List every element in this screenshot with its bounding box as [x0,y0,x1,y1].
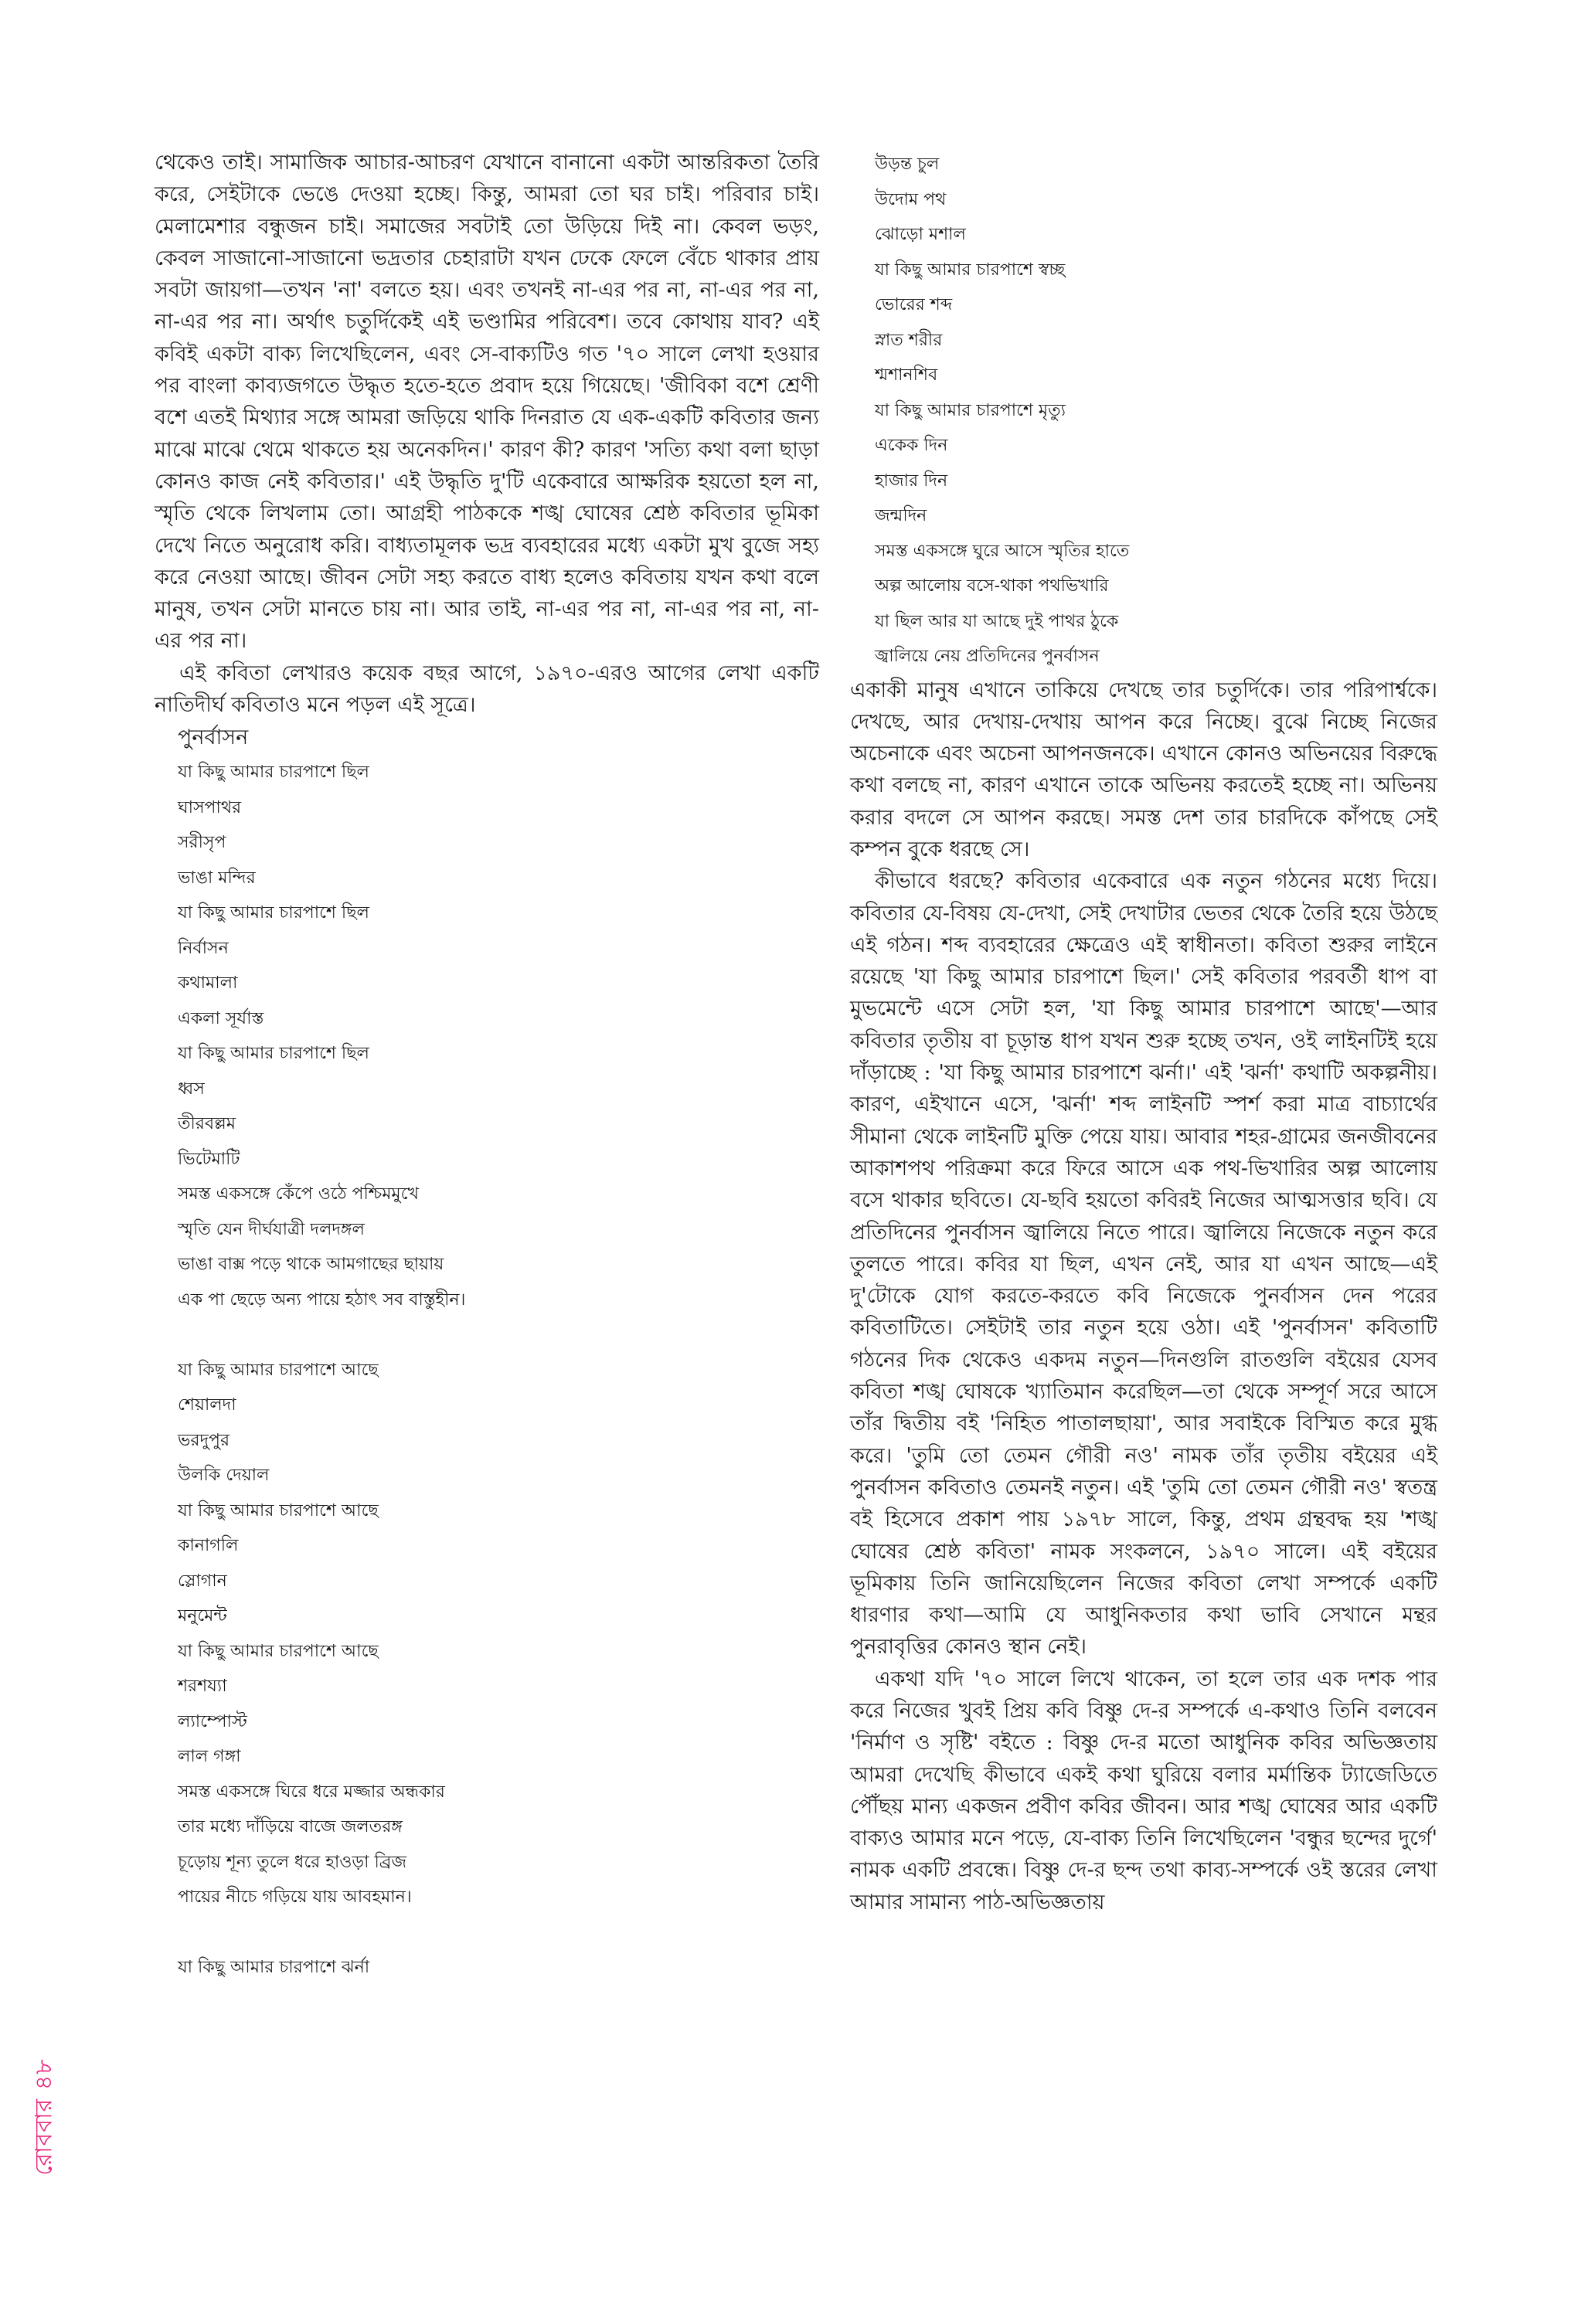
poem-line: লাল গঙ্গা [178,1747,241,1767]
poem-line: তার মধ্যে দাঁড়িয়ে বাজে জলতরঙ্গ [178,1817,403,1837]
poem-line: যা কিছু আমার চারপাশে মৃত্যু [875,400,1066,420]
poem-line: যা কিছু আমার চারপাশে ঝর্না [178,1958,370,1978]
poem-line: চূড়োয় শূন্য তুলে ধরে হাওড়া ব্রিজ [178,1852,407,1872]
poem-line: জ্বালিয়ে নেয় প্রতিদিনের পুনর্বাসন [875,647,1100,666]
poem-title: পুনর্বাসন [178,725,249,750]
poem-line: উড়ন্ত চুল [875,155,940,174]
poem-line: সমস্ত একসঙ্গে কেঁপে ওঠে পশ্চিমমুখে [178,1184,419,1204]
poem-line: হাজার দিন [875,471,948,491]
poem-line: যা কিছু আমার চারপাশে আছে [178,1360,379,1380]
poem-line: ভরদুপুর [178,1430,230,1450]
poem-line: উদোম পথ [875,189,947,209]
poem-line: পায়ের নীচে গড়িয়ে যায় আবহমান। [178,1887,412,1908]
poem-line: যা কিছু আমার চারপাশে আছে [178,1500,379,1520]
poem-line: সরীসৃপ [178,833,226,853]
folio-label: রোববার ৪৮ [30,2058,58,2176]
poem-punarbasan-continued [850,147,1437,674]
poem-line: ভোরের শব্দ [875,295,953,314]
poem-line: ঝোড়ো মশাল [875,225,966,244]
poem-line: স্নাত শরীর [875,330,943,350]
poem-line: একলা সূর্যাস্ত [178,1008,264,1028]
poem-line: উলকি দেয়াল [178,1466,270,1486]
poem-punarbasan [155,721,819,1986]
poem-line: যা কিছু আমার চারপাশে ছিল [178,763,369,783]
poem-line: শরশয্যা [178,1677,227,1697]
right-paragraph-1: একাকী মানুষ এখানে তাকিয়ে দেখছে তার চতুর্দিকে। তার পরিপার্শ্বকে। দেখছে, আর দেখায়-দেখায় আপন করে নিচ্ছে। বুঝে নিচ্ছে নিজের অচেনাকে এবং অচেনা আপনজনকে। এখানে কোনও অভিনয়ের বিরুদ্ধে কথা বলছে না, কারণ এখানে তাকে অভিনয় করতেই হচ্ছে না। অভিনয় করার বদলে সে আপন করছে। সমস্ত দেশ তার চারদিকে কাঁপছে সেই কম্পন বুকে ধরছে সে। [850,678,1437,861]
poem-line: ধ্বস [178,1079,205,1099]
poem-line: একেক দিন [875,436,948,455]
page-footer [29,1962,60,2271]
poem-line: যা কিছু আমার চারপাশে আছে [178,1641,379,1661]
poem-line: যা ছিল আর যা আছে দুই পাথর ঠুকে [875,611,1119,631]
poem-line: শেয়ালদা [178,1395,236,1415]
poem-line: ভিটেমাটি [178,1149,240,1169]
right-paragraph-3: একথা যদি '৭০ সালে লিখে থাকেন, তা হলে তার এক দশক পার করে নিজের খুবই প্রিয় কবি বিষ্ণু দে-র সম্পর্কে এ-কথাও তিনি বলবেন 'নির্মাণ ও সৃষ্টি' বইতে : বিষ্ণু দে-র মতো আধুনিক কবির অভিজ্ঞতায় আমরা দেখেছি কীভাবে একই কথা ঘুরিয়ে বলার মর্মান্তিক ট্যাজেডিতে পৌঁছয় মান্য একজন প্রবীণ কবির জীবন। আর শঙ্খ ঘোষের আর একটি বাক্যও আমার মনে পড়ে, যে-বাক্য তিনি লিখেছিলেন 'বন্ধুর ছন্দের দুর্গে' নামক একটি প্রবন্ধে। বিষ্ণু দে-র ছন্দ তথা কাব্য-সম্পর্কে ওই স্তরের লেখা আমার সামান্য পাঠ-অভিজ্ঞতায় [850,1667,1437,1915]
poem-line: ভাঙা বাক্স পড়ে থাকে আমগাছের ছায়ায় [178,1255,444,1275]
poem-line: যা কিছু আমার চারপাশে ছিল [178,1044,369,1064]
poem-line: মনুমেন্ট [178,1606,227,1626]
poem-line: যা কিছু আমার চারপাশে স্বচ্ছ [875,260,1066,280]
poem-line: ভাঙা মন্দির [178,868,256,888]
poem-line: তীরবল্লম [178,1114,236,1134]
left-paragraph-2: এই কবিতা লেখারও কয়েক বছর আগে, ১৯৭০-এরও আগের লেখা একটি নাতিদীর্ঘ কবিতাও মনে পড়ল এই সূত্রে। [155,661,819,718]
stanza-break [178,1317,819,1353]
poem-line: স্মৃতি যেন দীর্ঘযাত্রী দলদঙ্গল [178,1219,365,1239]
poem-line: স্লোগান [178,1571,227,1591]
poem-line: কথামালা [178,973,238,994]
poem-line: ঘাসপাথর [178,797,242,817]
poem-line: কানাগলি [178,1536,239,1556]
poem-line: অল্প আলোয় বসে-থাকা পথভিখারি [875,576,1109,596]
poem-line: সমস্ত একসঙ্গে ঘিরে ধরে মজ্জার অন্ধকার [178,1782,445,1802]
poem-line: যা কিছু আমার চারপাশে ছিল [178,903,369,923]
right-paragraph-2: কীভাবে ধরছে? কবিতার একেবারে এক নতুন গঠনের মধ্যে দিয়ে। কবিতার যে-বিষয় যে-দেখা, সেই দেখাটার ভেতর থেকে তৈরি হয়ে উঠছে এই গঠন। শব্দ ব্যবহারের ক্ষেত্রেও এই স্বাধীনতা। কবিতা শুরুর লাইনে রয়েছে 'যা কিছু আমার চারপাশে ছিল।' সেই কবিতার পরবর্তী ধাপ বা মুভমেন্টে এসে সেটা হল, 'যা কিছু আমার চারপাশে আছে'—আর কবিতার তৃতীয় বা চূড়ান্ত ধাপ যখন শুরু হচ্ছে তখন, ওই লাইনটিই হয়ে দাঁড়াচ্ছে : 'যা কিছু আমার চারপাশে ঝর্না।' এই 'ঝর্না' কথাটি অকল্পনীয়। কারণ, এইখানে এসে, 'ঝর্না' শব্দ লাইনটি স্পর্শ করা মাত্র বাচ্যার্থের সীমানা থেকে লাইনটি মুক্তি পেয়ে যায়। আবার শহর-গ্রামের জনজীবনের আকাশপথ পরিক্রমা করে ফিরে আসে এক পথ-ভিখারির অল্প আলোয় বসে থাকার ছবিতে। যে-ছবি হয়তো কবিরই নিজের আত্মসত্তার ছবি। যে প্রতিদিনের পুনর্বাসন জ্বালিয়ে নিতে পারে। জ্বালিয়ে নিজেকে নতুন করে তুলতে পারে। কবির যা ছিল, এখন নেই, আর যা এখন আছে—এই দু'টোকে যোগ করতে-করতে কবি নিজেকে পুনর্বাসন দেন পরের কবিতাটিতে। সেইটাই তার নতুন হয়ে ওঠা। এই 'পুনর্বাসন' কবিতাটি গঠনের দিক থেকেও একদম নতুন—দিনগুলি রাতগুলি বইয়ের যেসব কবিতা শঙ্খ ঘোষকে খ্যাতিমান করেছিল—তা থেকে সম্পূর্ণ সরে আসে তাঁর দ্বিতীয় বই 'নিহিত পাতালছায়া', আর সবাইকে বিস্মিত করে মুগ্ধ করে। 'তুমি তো তেমন গৌরী নও' নামক তাঁর তৃতীয় বইয়ের এই পুনর্বাসন কবিতাও তেমনই নতুন। এই 'তুমি তো তেমন গৌরী নও' স্বতন্ত্র বই হিসেবে প্রকাশ পায় ১৯৭৮ সালে, কিন্তু, প্রথম গ্রন্থবদ্ধ হয় 'শঙ্খ ঘোষের শ্রেষ্ঠ কবিতা' নামক সংকলনে, ১৯৭০ সালে। এই বইয়ের ভূমিকায় তিনি জানিয়েছিলেন নিজের কবিতা লেখা সম্পর্কে একটি ধারণার কথা—আমি যে আধুনিকতার কথা ভাবি সেখানে মন্থর পুনরাবৃত্তির কোনও স্থান নেই। [850,869,1437,1660]
poem-line: এক পা ছেড়ে অন্য পায়ে হঠাৎ সব বাস্তুহীন। [178,1289,466,1310]
poem-line: শ্মশানশিব [875,365,938,385]
left-column [155,147,819,1986]
left-paragraph-1: থেকেও তাই। সামাজিক আচার-আচরণ যেখানে বানানো একটা আন্তরিকতা তৈরি করে, সেইটাকে ভেঙে দেওয়া হচ্ছে। কিন্তু, আমরা তো ঘর চাই। পরিবার চাই। মেলামেশার বন্ধুজন চাই। সমাজের সবটাই তো উড়িয়ে দিই না। কেবল ভড়ং, কেবল সাজানো-সাজানো ভদ্রতার চেহারাটা যখন ঢেকে ফেলে বেঁচে থাকার প্রায় সবটা জায়গা—তখন 'না' বলতে হয়। এবং তখনই না-এর পর না, না-এর পর না, না-এর পর না। অর্থাৎ চতুর্দিকেই এই ভণ্ডামির পরিবেশ। তবে কোথায় যাব? এই কবিই একটা বাক্য লিখেছিলেন, এবং সে-বাক্যটিও গত '৭০ সালে লেখা হওয়ার পর বাংলা কাব্যজগতে উদ্ধৃত হতে-হতে প্রবাদ হয়ে গিয়েছে। 'জীবিকা বশে শ্রেণী বশে এতই মিথ্যার সঙ্গে আমরা জড়িয়ে থাকি দিনরাত যে এক-একটি কবিতার জন্য মাঝে মাঝে থেমে থাকতে হয় অনেকদিন।' কারণ কী? কারণ 'সত্যি কথা বলা ছাড়া কোনও কাজ নেই কবিতার।' এই উদ্ধৃতি দু'টি একেবারে আক্ষরিক হয়তো হল না, স্মৃতি থেকে লিখলাম তো। আগ্রহী পাঠককে শঙ্খ ঘোষের শ্রেষ্ঠ কবিতার ভূমিকা দেখে নিতে অনুরোধ করি। বাধ্যতামূলক ভদ্র ব্যবহারের মধ্যে একটা মুখ বুজে সহ্য করে নেওয়া আছে। জীবন সেটা সহ্য করতে বাধ্য হলেও কবিতায় যখন কথা বলে মানুষ, তখন সেটা মানতে চায় না। আর তাই, না-এর পর না, না-এর পর না, না-এর পর না। [155,151,819,654]
right-column [850,147,1437,1918]
poem-line: জন্মদিন [875,506,927,525]
poem-line: নির্বাসন [178,938,229,958]
stanza-break [178,1915,819,1951]
poem-line: ল্যাম্পোস্ট [178,1711,247,1731]
poem-line: সমস্ত একসঙ্গে ঘুরে আসে স্মৃতির হাতে [875,541,1130,561]
